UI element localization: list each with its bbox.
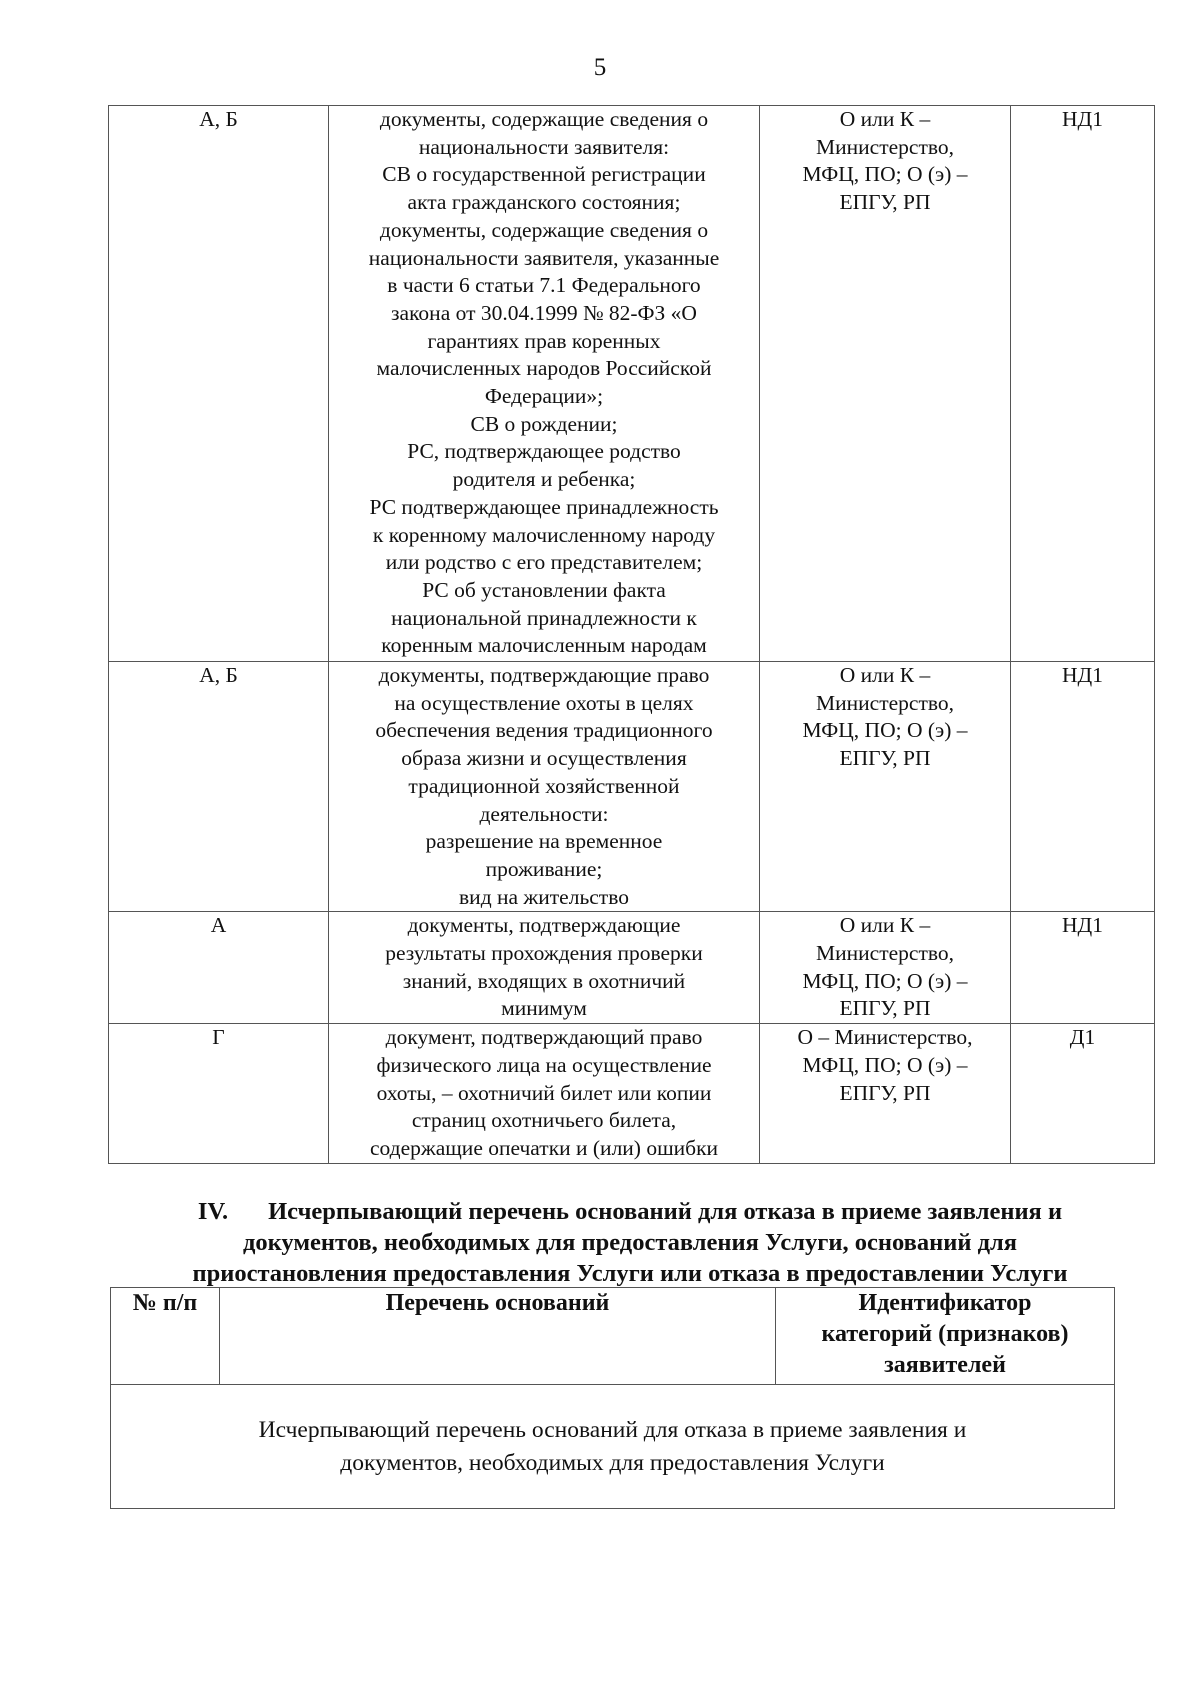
submission-form-cell: О – Министерство, МФЦ, ПО; О (э) – ЕПГУ, РП — [760, 1024, 1011, 1164]
refusal-grounds-table — [110, 1287, 1115, 1509]
document-cell: документ, подтверждающий право физического лица на осуществление охоты, – охотничий билет или копии страниц охотничьего билета, содержащие опечатки и (или) ошибки — [329, 1024, 760, 1164]
section-title-line: приостановления предоставления Услуги или отказа в предоставлении Услуги — [192, 1260, 1068, 1287]
document-cell: документы, подтверждающие право на осуществление охоты в целях обеспечения ведения традиционного образа жизни и осуществления традиционной хозяйственной деятельности: разрешение на временное проживание; вид на жительство — [329, 662, 760, 912]
table-row — [109, 662, 1155, 912]
table-row — [109, 912, 1155, 1024]
code-cell: НД1 — [1011, 912, 1155, 1024]
category-cell: Г — [109, 1024, 329, 1164]
documents-table — [108, 105, 1155, 1164]
document-cell: документы, содержащие сведения о национальности заявителя: СВ о государственной регистрации акта гражданского состояния; документы, содержащие сведения о национальности заявителя, указанные в части 6 статьи 7.1 Федерального закона от 30.04.1999 № 82-ФЗ «О гарантиях прав коренных малочисленных народов Российской Федерации»; СВ о рождении; РС, подтверждающее родство родителя и ребенка; РС подтверждающее принадлежность к коренному малочисленному народу или родство с его представителем; РС об установлении факта национальной принадлежности к коренным малочисленным народам — [329, 106, 760, 662]
category-cell: А, Б — [109, 106, 329, 662]
column-header-grounds: Перечень оснований — [220, 1288, 776, 1385]
subsection-heading: Исчерпывающий перечень оснований для отказа в приеме заявления и документов, необходимых для предоставления Услуги — [111, 1385, 1115, 1509]
section-title-line: документов, необходимых для предоставления Услуги, оснований для — [243, 1229, 1017, 1256]
code-cell: Д1 — [1011, 1024, 1155, 1164]
submission-form-cell: О или К – Министерство, МФЦ, ПО; О (э) – ЕПГУ, РП — [760, 912, 1011, 1024]
submission-form-cell: О или К – Министерство, МФЦ, ПО; О (э) – ЕПГУ, РП — [760, 106, 1011, 662]
category-cell: А — [109, 912, 329, 1024]
table-header-row — [111, 1288, 1115, 1385]
table-row — [109, 106, 1155, 662]
code-cell: НД1 — [1011, 106, 1155, 662]
column-header-number: № п/п — [111, 1288, 220, 1385]
section-title-line: Исчерпывающий перечень оснований для отказа в приеме заявления и — [268, 1198, 1063, 1225]
document-cell: документы, подтверждающие результаты прохождения проверки знаний, входящих в охотничий минимум — [329, 912, 760, 1024]
table-row — [109, 1024, 1155, 1164]
section-heading — [110, 1196, 1150, 1289]
code-cell: НД1 — [1011, 662, 1155, 912]
column-header-identifier: Идентификатор категорий (признаков) заявителей — [776, 1288, 1115, 1385]
submission-form-cell: О или К – Министерство, МФЦ, ПО; О (э) – ЕПГУ, РП — [760, 662, 1011, 912]
category-cell: А, Б — [109, 662, 329, 912]
section-number: IV. — [197, 1198, 229, 1225]
page-number: 5 — [593, 54, 607, 81]
table-row — [111, 1385, 1115, 1509]
